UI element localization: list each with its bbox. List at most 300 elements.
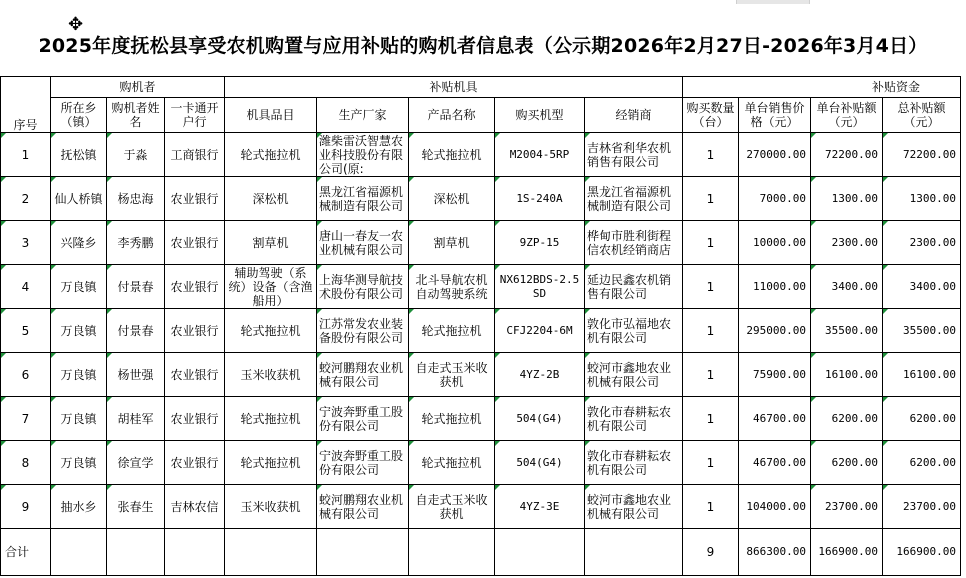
cell-unit-subsidy[interactable] xyxy=(811,265,883,309)
cell-unit-price[interactable] xyxy=(739,177,811,221)
table-row xyxy=(1,397,961,441)
cell-dealer[interactable] xyxy=(585,265,683,309)
cell-category[interactable] xyxy=(225,397,317,441)
cell-unit-subsidy-text: 16100.00 xyxy=(825,367,878,381)
cell-model-text: 504(G4) xyxy=(516,455,563,469)
comment-marker-icon xyxy=(409,265,414,270)
cell-seq-text: 2 xyxy=(21,191,30,206)
comment-marker-icon xyxy=(585,309,590,314)
cell-dealer[interactable] xyxy=(585,353,683,397)
cell-town[interactable] xyxy=(51,133,107,177)
cell-bank[interactable] xyxy=(165,265,225,309)
comment-marker-icon xyxy=(1,353,6,358)
cell-bank[interactable] xyxy=(165,397,225,441)
cell-total-subsidy[interactable] xyxy=(883,353,961,397)
cell-unit-price-text: 270000.00 xyxy=(746,147,806,161)
comment-marker-icon xyxy=(317,265,322,270)
cell-product-text: 轮式拖拉机 xyxy=(421,411,482,426)
cell-category-text: 轮式拖拉机 xyxy=(240,455,301,470)
cell-total-subsidy-text: 16100.00 xyxy=(903,367,956,381)
comment-marker-icon xyxy=(1,265,6,270)
cell-model-text: 1S-240A xyxy=(516,191,563,205)
cell-qty[interactable] xyxy=(683,221,739,265)
cell-town-text: 万良镇 xyxy=(60,411,97,426)
table-row xyxy=(1,309,961,353)
total-empty-cell[interactable] xyxy=(585,529,683,576)
cell-seq[interactable] xyxy=(1,397,51,441)
cell-model-text: M2004-5RP xyxy=(509,147,570,161)
cell-dealer[interactable] xyxy=(585,177,683,221)
cell-total-subsidy-text: 72200.00 xyxy=(903,147,956,161)
cell-manufacturer[interactable] xyxy=(317,221,409,265)
header-buyer-name[interactable]: 购机者姓名 xyxy=(107,98,165,133)
comment-marker-icon xyxy=(107,309,112,314)
total-empty-cell[interactable] xyxy=(165,529,225,576)
total-empty-cell[interactable] xyxy=(409,529,495,576)
total-unit-subsidy[interactable] xyxy=(811,529,883,576)
comment-marker-icon xyxy=(317,441,322,446)
comment-marker-icon xyxy=(409,397,414,402)
cell-unit-price[interactable] xyxy=(739,309,811,353)
comment-marker-icon xyxy=(51,485,56,490)
cell-town[interactable] xyxy=(51,397,107,441)
cell-qty[interactable] xyxy=(683,485,739,529)
selected-column-indicator xyxy=(736,0,810,4)
cell-qty-text: 1 xyxy=(706,279,715,294)
total-empty-cell[interactable] xyxy=(225,529,317,576)
header-bank[interactable]: 一卡通开户行 xyxy=(165,98,225,133)
header-qty[interactable]: 购买数量（台） xyxy=(683,98,739,133)
cell-model[interactable] xyxy=(495,353,585,397)
header-dealer[interactable]: 经销商 xyxy=(585,98,683,133)
cell-town[interactable] xyxy=(51,353,107,397)
cell-buyer[interactable] xyxy=(107,353,165,397)
comment-marker-icon xyxy=(1,397,6,402)
header-unit-subsidy[interactable]: 单台补贴额（元） xyxy=(811,98,883,133)
cell-unit-subsidy[interactable] xyxy=(811,441,883,485)
cell-town[interactable] xyxy=(51,221,107,265)
comment-marker-icon xyxy=(811,221,816,226)
header-group-funds[interactable]: 补贴资金 xyxy=(683,77,961,98)
cell-product[interactable] xyxy=(409,177,495,221)
cell-manufacturer[interactable] xyxy=(317,485,409,529)
cell-seq[interactable] xyxy=(1,177,51,221)
comment-marker-icon xyxy=(883,133,888,138)
comment-marker-icon xyxy=(495,221,500,226)
cell-total-subsidy-text: 6200.00 xyxy=(909,411,956,425)
cell-dealer-text: 敦化市春耕耘农机有限公司 xyxy=(587,404,672,433)
cell-bank[interactable] xyxy=(165,441,225,485)
cell-total-subsidy[interactable] xyxy=(883,177,961,221)
cell-dealer[interactable] xyxy=(585,221,683,265)
cell-qty[interactable] xyxy=(683,133,739,177)
cell-dealer-text: 蛟河市鑫地农业机械有限公司 xyxy=(587,492,672,521)
cell-buyer-text: 杨忠海 xyxy=(117,191,154,206)
comment-marker-icon xyxy=(585,485,590,490)
cell-unit-subsidy[interactable] xyxy=(811,485,883,529)
cell-qty[interactable] xyxy=(683,309,739,353)
table-row xyxy=(1,353,961,397)
cell-model[interactable] xyxy=(495,221,585,265)
cell-buyer[interactable] xyxy=(107,485,165,529)
sheet-title: 2025年度抚松县享受农机购置与应用补贴的购机者信息表（公示期2026年2月27日-2026年3月4日） xyxy=(38,35,928,57)
header-group-machine[interactable]: 补贴机具 xyxy=(225,77,683,98)
cell-bank-text: 农业银行 xyxy=(170,191,219,206)
cell-category-text: 轮式拖拉机 xyxy=(240,411,301,426)
cell-total-subsidy[interactable] xyxy=(883,265,961,309)
cell-buyer-text: 李秀鹏 xyxy=(117,235,154,250)
cell-unit-price-text: 46700.00 xyxy=(753,411,806,425)
cell-product-text: 深松机 xyxy=(433,191,470,206)
comment-marker-icon xyxy=(811,441,816,446)
table-row xyxy=(1,265,961,309)
comment-marker-icon xyxy=(495,353,500,358)
total-total-subsidy-text: 166900.00 xyxy=(896,545,956,558)
cell-bank[interactable] xyxy=(165,485,225,529)
header-product[interactable]: 产品名称 xyxy=(409,98,495,133)
cell-seq[interactable] xyxy=(1,441,51,485)
cell-bank-text: 农业银行 xyxy=(170,455,219,470)
cell-bank-text: 农业银行 xyxy=(170,235,219,250)
comment-marker-icon xyxy=(585,441,590,446)
cell-total-subsidy[interactable] xyxy=(883,221,961,265)
cell-manufacturer[interactable] xyxy=(317,265,409,309)
total-empty-cell[interactable] xyxy=(495,529,585,576)
cell-town-text: 万良镇 xyxy=(60,455,97,470)
cell-product[interactable] xyxy=(409,353,495,397)
cell-manufacturer[interactable] xyxy=(317,177,409,221)
cell-dealer-text: 延边民鑫农机销售有限公司 xyxy=(587,272,672,301)
comment-marker-icon xyxy=(811,309,816,314)
cell-seq-text: 9 xyxy=(21,499,30,514)
comment-marker-icon xyxy=(585,353,590,358)
comment-marker-icon xyxy=(585,133,590,138)
cell-total-subsidy[interactable] xyxy=(883,397,961,441)
comment-marker-icon xyxy=(811,177,816,182)
cell-unit-price[interactable] xyxy=(739,485,811,529)
comment-marker-icon xyxy=(883,309,888,314)
cell-category[interactable] xyxy=(225,221,317,265)
cell-product-text: 轮式拖拉机 xyxy=(421,455,482,470)
cell-buyer-text: 付景春 xyxy=(117,323,154,338)
cell-buyer-text: 付景春 xyxy=(117,279,154,294)
cell-model-text: CFJ2204-6M xyxy=(506,323,573,337)
cell-buyer[interactable] xyxy=(107,397,165,441)
cell-town[interactable] xyxy=(51,441,107,485)
cell-category-text: 玉米收获机 xyxy=(240,367,301,382)
cell-manufacturer-text: 蛟河鹏翔农业机械有限公司 xyxy=(319,360,404,389)
comment-marker-icon xyxy=(51,177,56,182)
comment-marker-icon xyxy=(317,309,322,314)
comment-marker-icon xyxy=(495,441,500,446)
table-row xyxy=(1,221,961,265)
total-qty[interactable] xyxy=(683,529,739,576)
cell-total-subsidy[interactable] xyxy=(883,441,961,485)
cell-town-text: 万良镇 xyxy=(60,323,97,338)
cell-dealer[interactable] xyxy=(585,441,683,485)
cell-town-text: 抽水乡 xyxy=(60,499,97,514)
cell-qty-text: 1 xyxy=(706,235,715,250)
cell-manufacturer-text: 黑龙江省福源机械制造有限公司 xyxy=(319,184,404,213)
cell-product[interactable] xyxy=(409,133,495,177)
cell-manufacturer[interactable] xyxy=(317,441,409,485)
comment-marker-icon xyxy=(1,133,6,138)
cell-buyer-text: 杨世强 xyxy=(117,367,154,382)
cell-manufacturer[interactable] xyxy=(317,397,409,441)
cell-unit-subsidy[interactable] xyxy=(811,397,883,441)
cell-seq[interactable] xyxy=(1,353,51,397)
header-manufacturer[interactable]: 生产厂家 xyxy=(317,98,409,133)
comment-marker-icon xyxy=(107,441,112,446)
move-cursor-icon: ✥ xyxy=(68,14,84,35)
cell-model-text: 9ZP-15 xyxy=(519,235,560,249)
cell-category[interactable] xyxy=(225,485,317,529)
cell-manufacturer-text: 上海华测导航技术股份有限公司 xyxy=(319,272,404,301)
cell-model[interactable] xyxy=(495,177,585,221)
cell-dealer[interactable] xyxy=(585,485,683,529)
cell-total-subsidy[interactable] xyxy=(883,485,961,529)
header-category[interactable]: 机具品目 xyxy=(225,98,317,133)
cell-dealer[interactable] xyxy=(585,133,683,177)
comment-marker-icon xyxy=(585,265,590,270)
toolbar-strip xyxy=(0,0,966,4)
cell-total-subsidy-text: 6200.00 xyxy=(909,455,956,469)
comment-marker-icon xyxy=(883,177,888,182)
cell-model[interactable] xyxy=(495,441,585,485)
cell-unit-price-text: 7000.00 xyxy=(759,191,806,205)
cell-buyer[interactable] xyxy=(107,441,165,485)
header-row-groups xyxy=(1,77,961,98)
cell-seq-text: 4 xyxy=(21,279,30,294)
cell-seq[interactable] xyxy=(1,133,51,177)
total-total-subsidy[interactable] xyxy=(883,529,961,576)
cell-town-text: 仙人桥镇 xyxy=(54,191,103,206)
comment-marker-icon xyxy=(317,133,322,138)
cell-product-text: 割草机 xyxy=(433,235,470,250)
cell-model[interactable] xyxy=(495,485,585,529)
comment-marker-icon xyxy=(811,133,816,138)
cell-buyer[interactable] xyxy=(107,177,165,221)
cell-bank-text: 农业银行 xyxy=(170,411,219,426)
cell-unit-subsidy[interactable] xyxy=(811,353,883,397)
cell-bank-text: 农业银行 xyxy=(170,279,219,294)
cell-unit-subsidy-text: 6200.00 xyxy=(831,455,878,469)
total-unit-price[interactable] xyxy=(739,529,811,576)
cell-unit-price-text: 10000.00 xyxy=(753,235,806,249)
cell-bank[interactable] xyxy=(165,353,225,397)
cell-category-text: 深松机 xyxy=(252,191,289,206)
comment-marker-icon xyxy=(107,353,112,358)
cell-unit-price[interactable] xyxy=(739,221,811,265)
comment-marker-icon xyxy=(811,397,816,402)
total-unit-subsidy-text: 166900.00 xyxy=(818,545,878,558)
cell-unit-price-text: 46700.00 xyxy=(753,455,806,469)
cell-total-subsidy[interactable] xyxy=(883,309,961,353)
header-town[interactable]: 所在乡（镇） xyxy=(51,98,107,133)
total-empty-cell[interactable] xyxy=(51,529,107,576)
header-unit-price[interactable]: 单台销售价格（元） xyxy=(739,98,811,133)
cell-bank[interactable] xyxy=(165,133,225,177)
cell-model-text: 4YZ-3E xyxy=(519,499,560,513)
table-row xyxy=(1,485,961,529)
comment-marker-icon xyxy=(409,309,414,314)
cell-town-text: 万良镇 xyxy=(60,367,97,382)
cell-dealer-text: 敦化市弘福地农机有限公司 xyxy=(587,316,672,345)
cell-unit-subsidy[interactable] xyxy=(811,133,883,177)
cell-buyer[interactable] xyxy=(107,133,165,177)
cell-bank[interactable] xyxy=(165,309,225,353)
comment-marker-icon xyxy=(317,397,322,402)
comment-marker-icon xyxy=(1,309,6,314)
cell-product-text: 自走式玉米收获机 xyxy=(415,492,488,521)
cell-seq[interactable] xyxy=(1,221,51,265)
comment-marker-icon xyxy=(409,177,414,182)
cell-product[interactable] xyxy=(409,265,495,309)
cell-manufacturer-text: 蛟河鹏翔农业机械有限公司 xyxy=(319,492,404,521)
comment-marker-icon xyxy=(409,485,414,490)
cell-category[interactable] xyxy=(225,441,317,485)
cell-product[interactable] xyxy=(409,309,495,353)
comment-marker-icon xyxy=(495,177,500,182)
comment-marker-icon xyxy=(51,397,56,402)
cell-manufacturer[interactable] xyxy=(317,309,409,353)
cell-dealer[interactable] xyxy=(585,397,683,441)
cell-category[interactable] xyxy=(225,353,317,397)
total-unit-price-text: 866300.00 xyxy=(746,545,806,558)
comment-marker-icon xyxy=(317,221,322,226)
cell-category[interactable] xyxy=(225,133,317,177)
cell-qty[interactable] xyxy=(683,353,739,397)
cell-unit-subsidy-text: 72200.00 xyxy=(825,147,878,161)
cell-bank-text: 吉林农信 xyxy=(170,499,219,514)
cell-unit-subsidy[interactable] xyxy=(811,177,883,221)
total-qty-text: 9 xyxy=(706,545,715,559)
header-model[interactable]: 购买机型 xyxy=(495,98,585,133)
cell-dealer[interactable] xyxy=(585,309,683,353)
cell-buyer[interactable] xyxy=(107,309,165,353)
cell-bank[interactable] xyxy=(165,177,225,221)
cell-unit-subsidy[interactable] xyxy=(811,221,883,265)
cell-product[interactable] xyxy=(409,485,495,529)
cell-qty[interactable] xyxy=(683,397,739,441)
cell-unit-subsidy-text: 3400.00 xyxy=(831,279,878,293)
header-row-columns xyxy=(1,98,961,133)
comment-marker-icon xyxy=(409,441,414,446)
subsidy-table xyxy=(0,76,961,576)
cell-total-subsidy[interactable] xyxy=(883,133,961,177)
cell-model[interactable] xyxy=(495,133,585,177)
cell-buyer[interactable] xyxy=(107,265,165,309)
cell-manufacturer[interactable] xyxy=(317,353,409,397)
cell-seq[interactable] xyxy=(1,309,51,353)
cell-town-text: 抚松镇 xyxy=(60,147,97,162)
comment-marker-icon xyxy=(1,177,6,182)
total-label[interactable] xyxy=(1,529,51,576)
cell-unit-price[interactable] xyxy=(739,133,811,177)
comment-marker-icon xyxy=(883,221,888,226)
total-label-text: 合计 xyxy=(5,545,30,559)
cell-total-subsidy-text: 2300.00 xyxy=(909,235,956,249)
cell-model[interactable] xyxy=(495,309,585,353)
total-empty-cell[interactable] xyxy=(107,529,165,576)
cell-qty[interactable] xyxy=(683,441,739,485)
comment-marker-icon xyxy=(107,397,112,402)
cell-category[interactable] xyxy=(225,177,317,221)
comment-marker-icon xyxy=(883,485,888,490)
total-empty-cell[interactable] xyxy=(317,529,409,576)
comment-marker-icon xyxy=(107,221,112,226)
cell-town[interactable] xyxy=(51,485,107,529)
cell-category-text: 轮式拖拉机 xyxy=(240,147,301,162)
cell-buyer-text: 张春生 xyxy=(117,499,154,514)
cell-qty[interactable] xyxy=(683,177,739,221)
cell-product[interactable] xyxy=(409,221,495,265)
cell-qty-text: 1 xyxy=(706,323,715,338)
comment-marker-icon xyxy=(883,441,888,446)
cell-category[interactable] xyxy=(225,265,317,309)
cell-model[interactable] xyxy=(495,265,585,309)
cell-town[interactable] xyxy=(51,265,107,309)
cell-unit-subsidy[interactable] xyxy=(811,309,883,353)
cell-dealer-text: 蛟河市鑫地农业机械有限公司 xyxy=(587,360,672,389)
header-group-buyer[interactable]: 购机者 xyxy=(51,77,225,98)
header-seq[interactable]: 序号 xyxy=(1,77,51,133)
cell-town[interactable] xyxy=(51,177,107,221)
cell-product-text: 自走式玉米收获机 xyxy=(415,360,488,389)
cell-town[interactable] xyxy=(51,309,107,353)
cell-product-text: 轮式拖拉机 xyxy=(421,323,482,338)
cell-model-text: 504(G4) xyxy=(516,411,563,425)
cell-bank-text: 农业银行 xyxy=(170,367,219,382)
cell-qty-text: 1 xyxy=(706,147,715,162)
cell-seq[interactable] xyxy=(1,265,51,309)
comment-marker-icon xyxy=(51,221,56,226)
cell-qty-text: 1 xyxy=(706,499,715,514)
cell-bank-text: 工商银行 xyxy=(170,147,219,162)
comment-marker-icon xyxy=(495,397,500,402)
cell-unit-price-text: 11000.00 xyxy=(753,279,806,293)
cell-seq-text: 6 xyxy=(21,367,30,382)
cell-buyer[interactable] xyxy=(107,221,165,265)
cell-model[interactable] xyxy=(495,397,585,441)
cell-unit-price[interactable] xyxy=(739,353,811,397)
comment-marker-icon xyxy=(883,265,888,270)
cell-unit-price-text: 104000.00 xyxy=(746,499,806,513)
comment-marker-icon xyxy=(811,353,816,358)
cell-unit-subsidy-text: 6200.00 xyxy=(831,411,878,425)
cell-product[interactable] xyxy=(409,441,495,485)
cell-category[interactable] xyxy=(225,309,317,353)
cell-unit-price[interactable] xyxy=(739,397,811,441)
header-total-subsidy[interactable]: 总补贴额（元） xyxy=(883,98,961,133)
cell-unit-price-text: 75900.00 xyxy=(753,367,806,381)
cell-qty[interactable] xyxy=(683,265,739,309)
cell-bank[interactable] xyxy=(165,221,225,265)
comment-marker-icon xyxy=(107,485,112,490)
cell-unit-price[interactable] xyxy=(739,265,811,309)
cell-product[interactable] xyxy=(409,397,495,441)
comment-marker-icon xyxy=(317,485,322,490)
cell-seq[interactable] xyxy=(1,485,51,529)
cell-total-subsidy-text: 3400.00 xyxy=(909,279,956,293)
comment-marker-icon xyxy=(585,397,590,402)
comment-marker-icon xyxy=(51,441,56,446)
cell-manufacturer[interactable] xyxy=(317,133,409,177)
comment-marker-icon xyxy=(883,397,888,402)
cell-unit-price[interactable] xyxy=(739,441,811,485)
comment-marker-icon xyxy=(495,485,500,490)
cell-seq-text: 8 xyxy=(21,455,30,470)
